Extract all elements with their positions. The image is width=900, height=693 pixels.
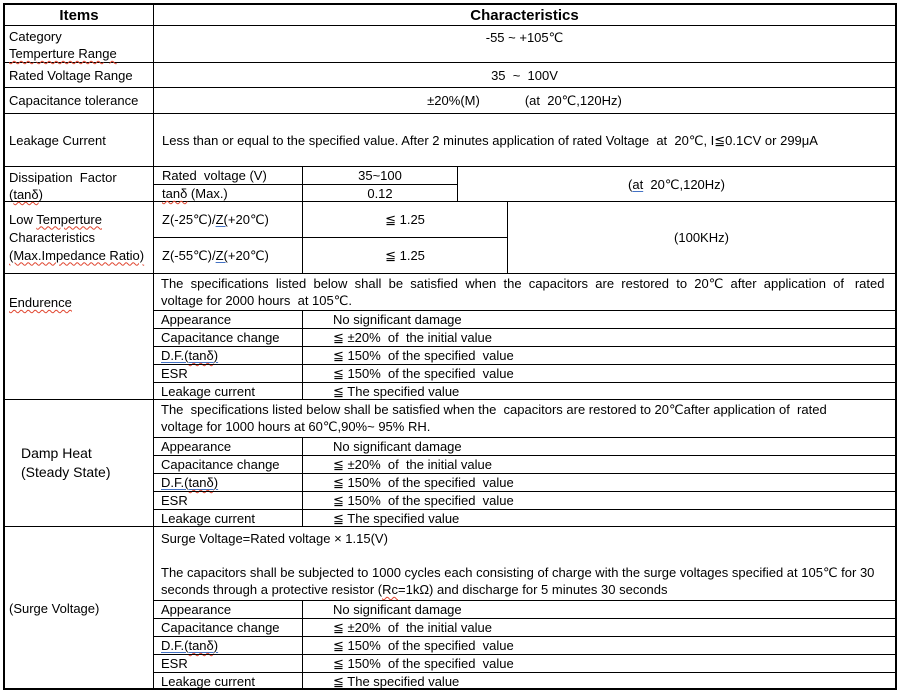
grammar-marked-word: Z( xyxy=(215,211,228,227)
damp-heat-label: Damp Heat (Steady State) xyxy=(5,400,154,526)
rated-voltage-range-label: Rated Voltage Range xyxy=(5,63,154,87)
table-row xyxy=(154,491,895,509)
table-row xyxy=(154,328,895,346)
capacitance-tolerance-row xyxy=(5,88,895,114)
spec-label: Leakage current xyxy=(154,673,303,690)
surge-voltage-label: (Surge Voltage) xyxy=(5,527,154,690)
low-temperature-subtable xyxy=(154,202,895,273)
spec-value: ≦ 150% of the specified value xyxy=(333,638,514,653)
surge-voltage-paragraph: The capacitors shall be subjected to 1000 cycles each consisting of charge with the surge voltages specified at 105℃ for 30 seconds through a protective resistor (Rc=1kΩ) and discharge for 5 minutes 30 seconds xyxy=(161,565,875,597)
low-temperature-frequency-cell: (100KHz) xyxy=(674,230,729,245)
low-temperature-label: Low Temperture Characteristics (Max.Impedance Ratio) xyxy=(5,202,154,273)
table-row xyxy=(154,600,895,618)
dissipation-condition-cell: (at 20℃,120Hz) xyxy=(628,177,725,192)
category-temp-range-value: -55 ~ +105℃ xyxy=(485,30,564,45)
tan-delta-max-value: 0.12 xyxy=(303,185,458,202)
impedance-ratio-minus25-value: ≦ 1.25 xyxy=(303,202,508,238)
category-temp-range-value-cell xyxy=(154,26,895,62)
capacitance-tolerance-condition: (at 20℃,120Hz) xyxy=(524,93,622,108)
table-row xyxy=(154,364,895,382)
spec-value: ≦ The specified value xyxy=(333,511,460,526)
leakage-current-label: Leakage Current xyxy=(5,114,154,166)
spec-value: No significant damage xyxy=(333,312,462,327)
dissipation-subtable xyxy=(154,167,895,201)
endurance-row xyxy=(5,274,895,400)
misspelled-word: (Max.Impedance Ratio) xyxy=(9,247,145,263)
surge-voltage-section xyxy=(154,527,895,690)
spec-value: ≦ 150% of the specified value xyxy=(333,493,514,508)
capacitance-tolerance-value: ±20%(M) xyxy=(427,93,480,108)
dissipation-factor-row xyxy=(5,167,895,202)
spec-label-df: D.F.(tanδ) xyxy=(154,474,303,491)
spec-label: Appearance xyxy=(154,311,303,328)
category-temp-range-label: Category Temperture Range xyxy=(5,26,154,62)
misspelled-word: Temperture Range xyxy=(9,46,117,61)
rated-voltage-range-value: 35 ~ 100V xyxy=(491,67,558,83)
category-temp-range-row xyxy=(5,26,895,63)
table-row xyxy=(154,455,895,473)
spec-label: ESR xyxy=(154,365,303,382)
misspelled-word: tanδ xyxy=(188,638,214,653)
endurance-section xyxy=(154,274,895,399)
endurance-label xyxy=(5,274,154,399)
misspelled-word: Rc xyxy=(382,582,398,597)
low-temperature-row xyxy=(5,202,895,274)
spec-label: ESR xyxy=(154,655,303,672)
spec-value: No significant damage xyxy=(333,439,462,454)
tan-delta-max-label: tanδ (Max.) xyxy=(154,185,303,202)
surge-voltage-row xyxy=(5,527,895,690)
spacer xyxy=(161,547,888,564)
spec-label: Capacitance change xyxy=(154,329,303,346)
spec-label: Leakage current xyxy=(154,510,303,527)
characteristics-header-cell xyxy=(154,5,895,25)
leakage-current-value: Less than or equal to the specified value. After 2 minutes application of rated Voltage at 20℃, I≦0.1CV or 299μA xyxy=(162,132,818,148)
spec-value: ≦ ±20% of the initial value xyxy=(333,457,492,472)
spec-value: ≦ 150% of the specified value xyxy=(333,656,514,671)
table-row xyxy=(154,437,895,455)
impedance-ratio-minus25-label: Z(-25℃)/Z(+20℃) xyxy=(154,202,303,238)
impedance-ratio-minus55-value: ≦ 1.25 xyxy=(303,238,508,274)
items-header-label: Items xyxy=(59,6,99,24)
specification-table xyxy=(3,3,897,690)
misspelled-word: Endurence xyxy=(9,295,72,310)
spec-label-df: D.F.(tanδ) xyxy=(154,637,303,654)
table-row xyxy=(154,509,895,527)
table-row xyxy=(154,473,895,491)
spec-value: ≦ The specified value xyxy=(333,384,460,399)
spec-value: No significant damage xyxy=(333,602,462,617)
table-row xyxy=(154,654,895,672)
damp-heat-section xyxy=(154,400,895,526)
table-row xyxy=(154,636,895,654)
rated-voltage-range-cell: 35~100 xyxy=(303,167,458,185)
dissipation-factor-label: Dissipation Factor (tanδ) xyxy=(5,167,154,201)
misspelled-word: tanδ xyxy=(188,348,214,363)
misspelled-word: tanδ xyxy=(13,187,39,202)
impedance-ratio-minus55-label: Z(-55℃)/Z(+20℃) xyxy=(154,238,303,274)
spec-value: ≦ The specified value xyxy=(333,674,460,689)
spec-label: Leakage current xyxy=(154,383,303,400)
spec-label: Capacitance change xyxy=(154,619,303,636)
items-header-cell xyxy=(5,5,154,25)
spec-label: Appearance xyxy=(154,601,303,618)
damp-heat-intro: The specifications listed below shall be satisfied when the capacitors are restored to 20℃after application of rated voltage for 1000 hours at 60℃,90%~ 95% RH. xyxy=(161,402,827,434)
spec-value: ≦ 150% of the specified value xyxy=(333,348,514,363)
misspelled-word: tanδ xyxy=(162,186,188,201)
table-row xyxy=(154,346,895,364)
surge-voltage-intro: Surge Voltage=Rated voltage × 1.15(V) The capacitors shall be subjected to 1000 cycles each consisting of charge with the surge voltages specified at 105℃ for 30 seconds through a protective resistor (Rc=1kΩ) and discharge for 5 minutes 30 seconds xyxy=(154,527,895,600)
spec-value: ≦ 150% of the specified value xyxy=(333,366,514,381)
table-row xyxy=(154,672,895,690)
damp-heat-row xyxy=(5,400,895,527)
table-header-row xyxy=(5,5,895,26)
spec-label: ESR xyxy=(154,492,303,509)
characteristics-header-label: Characteristics xyxy=(470,6,579,24)
grammar-marked-word: Z( xyxy=(215,247,228,263)
table-row xyxy=(154,310,895,328)
spec-label: Appearance xyxy=(154,438,303,455)
spec-label: Capacitance change xyxy=(154,456,303,473)
rated-voltage-subheader: Rated voltage (V) xyxy=(154,167,303,185)
misspelled-word: tanδ xyxy=(188,475,214,490)
grammar-marked-word: at xyxy=(632,177,644,192)
spec-value: ≦ 150% of the specified value xyxy=(333,475,514,490)
spec-value: ≦ ±20% of the initial value xyxy=(333,620,492,635)
leakage-current-row xyxy=(5,114,895,167)
capacitance-tolerance-label: Capacitance tolerance xyxy=(5,88,154,113)
misspelled-word: Temperture xyxy=(36,211,102,227)
endurance-intro: The specifications listed below shall be satisfied when the capacitors are restored to 20℃ after application of rated voltage for 2000 hours at 105℃. xyxy=(161,276,885,308)
capacitance-tolerance-value-cell xyxy=(154,88,895,113)
table-row xyxy=(154,382,895,400)
table-row xyxy=(154,618,895,636)
spec-label-df: D.F.(tanδ) xyxy=(154,347,303,364)
spec-value: ≦ ±20% of the initial value xyxy=(333,330,492,345)
rated-voltage-range-row xyxy=(5,63,895,88)
